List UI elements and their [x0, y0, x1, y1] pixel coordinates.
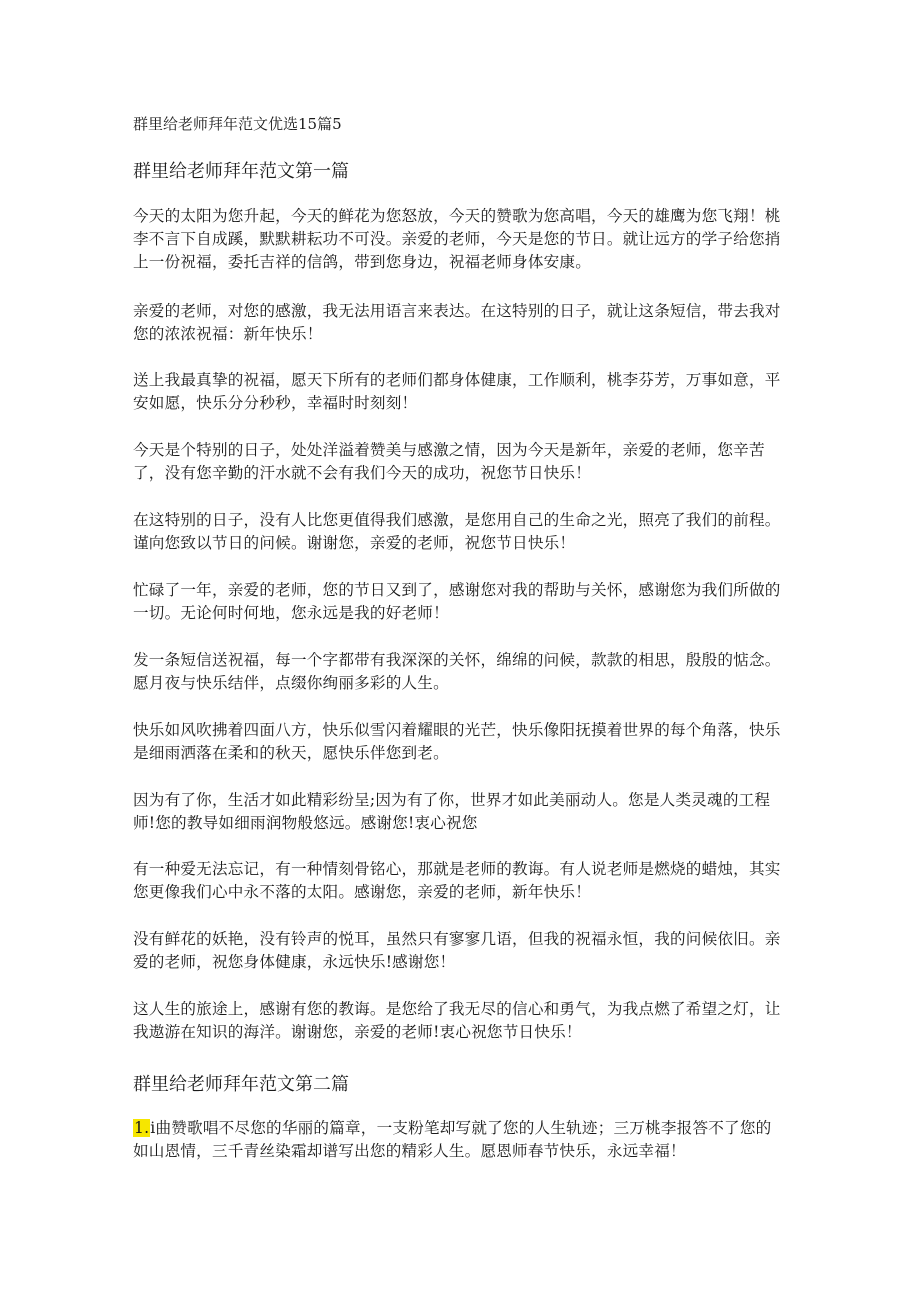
paragraph: 这人生的旅途上，感谢有您的教诲。是您给了我无尽的信心和勇气，为我点燃了希望之灯，让我遨游在知识的海洋。谢谢您，亲爱的老师!衷心祝您节日快乐！	[133, 1000, 781, 1041]
section-heading-1: 群里给老师拜年范文第一篇	[133, 161, 349, 182]
paragraph: 送上我最真挚的祝福，愿天下所有的老师们都身体健康，工作顺利，桃李芬芳，万事如意，平安如愿，快乐分分秒秒，幸福时时刻刻！	[133, 371, 781, 412]
paragraph: 今天是个特别的日子，处处洋溢着赞美与感激之情，因为今天是新年，亲爱的老师，您辛苦了，没有您辛勤的汗水就不会有我们今天的成功，祝您节日快乐！	[133, 441, 765, 482]
paragraph: 没有鲜花的妖艳，没有铃声的悦耳，虽然只有寥寥几语，但我的祝福永恒，我的问候依旧。亲爱的老师，祝您身体健康，永远快乐!感谢您！	[133, 930, 781, 971]
list-item-text: i曲赞歌唱不尽您的华丽的篇章，一支粉笔却写就了您的人生轨迹；三万桃李报答不了您的如山恩情，三千青丝染霜却谱写出您的精彩人生。愿恩师春节快乐，永远幸福！	[133, 1119, 772, 1160]
item-number-highlight: 1.	[134, 1119, 150, 1137]
paragraph: 今天的太阳为您升起，今天的鲜花为您怒放，今天的赞歌为您高唱，今天的雄鹰为您飞翔！桃李不言下自成蹊，默默耕耘功不可没。亲爱的老师，今天是您的节日。就让远方的学子给您捎上一份祝福，委托吉祥的信鸽，带到您身边，祝福老师身体安康。	[133, 207, 781, 271]
paragraph: 有一种爱无法忘记，有一种情刻骨铭心，那就是老师的教诲。有人说老师是燃烧的蜡烛，其实您更像我们心中永不落的太阳。感谢您，亲爱的老师，新年快乐！	[133, 860, 781, 901]
paragraph: 因为有了你，生活才如此精彩纷呈;因为有了你，世界才如此美丽动人。您是人类灵魂的工程师!您的教导如细雨润物般悠远。感谢您!衷心祝您	[133, 791, 771, 832]
paragraph: 亲爱的老师，对您的感激，我无法用语言来表达。在这特别的日子，就让这条短信，带去我对您的浓浓祝福：新年快乐！	[133, 302, 781, 343]
paragraph: 忙碌了一年，亲爱的老师，您的节日又到了，感谢您对我的帮助与关怀，感谢您为我们所做的一切。无论何时何地，您永远是我的好老师！	[133, 581, 781, 622]
paragraph: 发一条短信送祝福，每一个字都带有我深深的关怀，绵绵的问候，款款的相思，殷殷的惦念。愿月夜与快乐结伴，点缀你绚丽多彩的人生。	[133, 651, 781, 692]
paragraph: 在这特别的日子，没有人比您更值得我们感激，是您用自己的生命之光，照亮了我们的前程。谨向您致以节日的问候。谢谢您，亲爱的老师，祝您节日快乐！	[133, 511, 781, 552]
list-item	[133, 1117, 785, 1163]
section-heading-2: 群里给老师拜年范文第二篇	[133, 1074, 349, 1095]
document-title: 群里给老师拜年范文优选15篇5	[133, 115, 342, 133]
paragraph: 快乐如风吹拂着四面八方，快乐似雪闪着耀眼的光芒，快乐像阳抚摸着世界的每个角落，快乐是细雨洒落在柔和的秋天，愿快乐伴您到老。	[133, 721, 781, 762]
